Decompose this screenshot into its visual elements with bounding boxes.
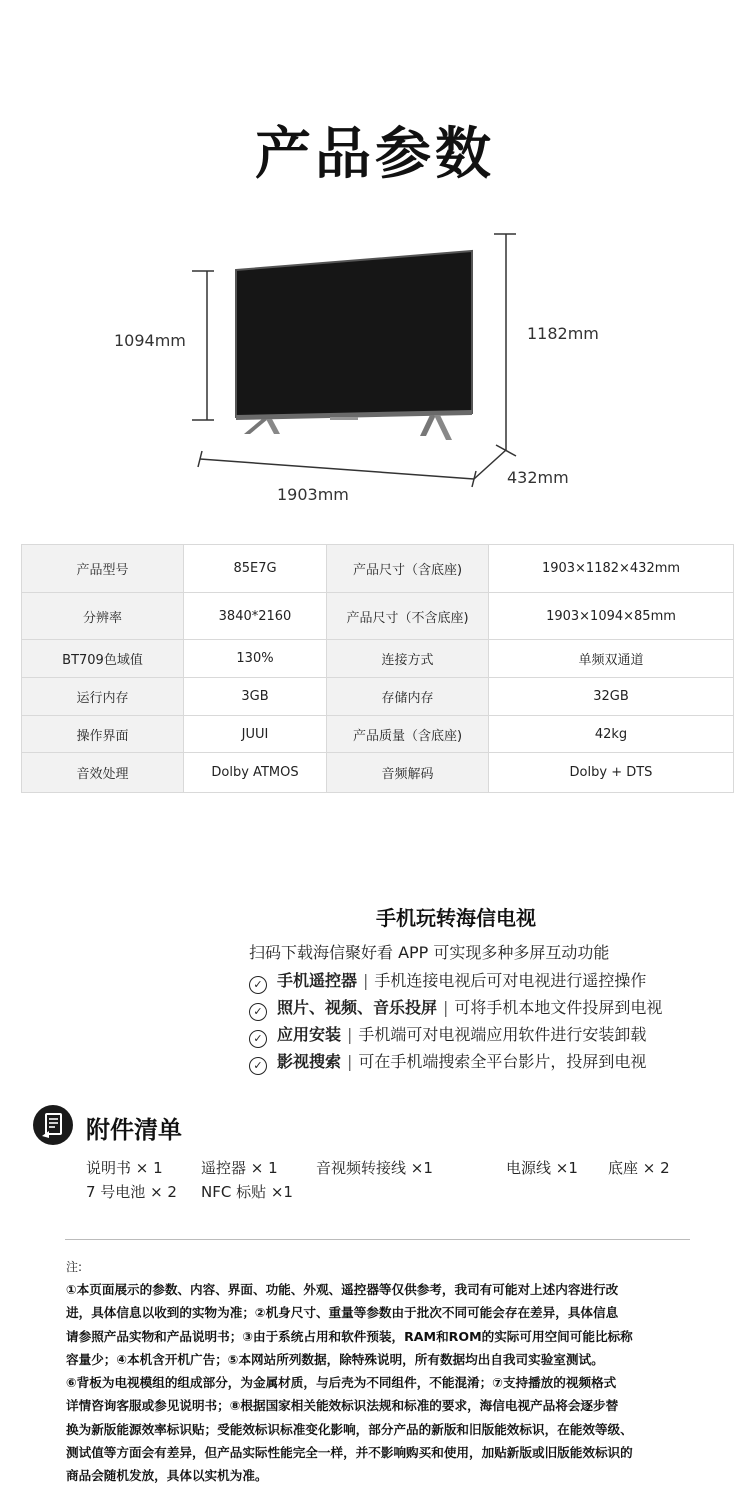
spec-value: Dolby ATMOS [184, 753, 327, 793]
tv-logo-bar [330, 417, 358, 420]
spec-key: 音效处理 [22, 753, 184, 793]
table-row [22, 640, 734, 678]
spec-value: 1903×1094×85mm [489, 593, 734, 640]
accessory-item: NFC 标贴 ×1 [201, 1183, 293, 1201]
section-divider [65, 1239, 690, 1240]
dim-height-with-base: 1182mm [527, 324, 599, 343]
tv-stand-left [244, 419, 268, 434]
feature-name: 照片、视频、音乐投屏 [277, 998, 438, 1017]
tv-stand-right [420, 415, 436, 436]
accessory-item: 遥控器 × 1 [201, 1159, 278, 1177]
spec-key: 音频解码 [327, 753, 489, 793]
spec-value: 32GB [489, 678, 734, 716]
document-list-icon [33, 1105, 73, 1145]
feature-name: 应用安装 [277, 1025, 342, 1044]
feature-item: ✓ 应用安装 | 手机端可对电视端应用软件进行安装卸载 [249, 1022, 646, 1048]
spec-key: 操作界面 [22, 716, 184, 753]
notes-line: ①本页面展示的参数、内容、界面、功能、外观、遥控器等仅供参考，我司有可能对上述内容进行改 [66, 1282, 619, 1297]
table-row [22, 678, 734, 716]
spec-table [21, 544, 734, 793]
feature-item: ✓ 影视搜索 | 可在手机端搜索全平台影片，投屏到电视 [249, 1049, 646, 1075]
feature-desc: 可将手机本地文件投屏到电视 [454, 998, 663, 1017]
notes-line: 详情咨询客服或参见说明书；⑧根据国家相关能效标识法规和标准的要求，海信电视产品将会逐步替 [66, 1398, 619, 1414]
phone-section-intro: 扫码下载海信聚好看 APP 可实现多种多屏互动功能 [249, 943, 610, 962]
accessories-title: 附件清单 [86, 1116, 182, 1144]
check-circle-icon: ✓ [249, 1003, 267, 1021]
feature-item: ✓ 手机遥控器 | 手机连接电视后可对电视进行遥控操作 [249, 968, 646, 994]
notes-line: ⑥背板为电视模组的组成部分，为金属材质，与后壳为不同组件，不能混淆；⑦支持播放的视频格式 [66, 1375, 617, 1391]
spec-value: 130% [184, 640, 327, 678]
spec-key: BT709色域值 [22, 640, 184, 678]
spec-key: 存储内存 [327, 678, 489, 716]
table-row [22, 716, 734, 753]
notes-line: 进，具体信息以收到的实物为准；②机身尺寸、重量等参数由于批次不同可能会存在差异，具体信息 [66, 1305, 619, 1321]
tv-screen [236, 251, 472, 417]
notes-line: 换为新版能源效率标识贴；受能效标识标准变化影响，部分产品的新版和旧版能效标识，在能效等级、 [66, 1421, 633, 1437]
feature-desc: 手机端可对电视端应用软件进行安装卸载 [358, 1025, 647, 1044]
notes-text [66, 1278, 698, 1488]
dim-width: 1903mm [277, 485, 349, 504]
accessory-item: 说明书 × 1 [86, 1159, 163, 1177]
notes-line: 容量少；④本机含开机广告；⑤本网站所列数据，除特殊说明，所有数据均出自我司实验室测试。 [66, 1351, 604, 1367]
spec-value: 单频双通道 [489, 640, 734, 678]
table-row [22, 753, 734, 793]
spec-key: 分辨率 [22, 593, 184, 640]
spec-key: 运行内存 [22, 678, 184, 716]
spec-value: Dolby + DTS [489, 753, 734, 793]
feature-item: ✓ 照片、视频、音乐投屏 | 可将手机本地文件投屏到电视 [249, 995, 662, 1021]
check-circle-icon: ✓ [249, 976, 267, 994]
dim-depth: 432mm [507, 468, 569, 487]
phone-section-title: 手机玩转海信电视 [376, 906, 536, 930]
spec-value: JUUI [184, 716, 327, 753]
tv-stand-right-b [434, 415, 452, 440]
page-title: 产品参数 [255, 122, 495, 187]
notes-line: 请参照产品实物和产品说明书；③由于系统占用和软件预装，RAM和ROM的实际可用空间可能比标称 [66, 1328, 633, 1344]
spec-value: 3GB [184, 678, 327, 716]
notes-line: 商品会随机发放，具体以实机为准。 [66, 1468, 268, 1484]
spec-key: 产品尺寸（不含底座) [327, 593, 489, 640]
feature-name: 手机遥控器 [277, 971, 358, 990]
tv-stand-left-b [266, 419, 280, 434]
table-row [22, 593, 734, 640]
accessory-item: 底座 × 2 [608, 1159, 670, 1177]
spec-value: 85E7G [184, 545, 327, 593]
spec-key: 连接方式 [327, 640, 489, 678]
feature-desc: 手机连接电视后可对电视进行遥控操作 [374, 971, 647, 990]
spec-value: 3840*2160 [184, 593, 327, 640]
table-row [22, 545, 734, 593]
tv-dimension-diagram [0, 220, 750, 520]
accessory-item: 音视频转接线 ×1 [316, 1159, 433, 1177]
accessory-item: 电源线 ×1 [506, 1159, 578, 1177]
spec-key: 产品型号 [22, 545, 184, 593]
accessory-item: 7 号电池 × 2 [86, 1183, 177, 1201]
spec-value: 1903×1182×432mm [489, 545, 734, 593]
notes-label: 注: [66, 1260, 83, 1274]
check-circle-icon: ✓ [249, 1030, 267, 1048]
check-circle-icon: ✓ [249, 1057, 267, 1075]
spec-key: 产品质量（含底座) [327, 716, 489, 753]
spec-value: 42kg [489, 716, 734, 753]
spec-key: 产品尺寸（含底座) [327, 545, 489, 593]
feature-name: 影视搜索 [277, 1052, 342, 1071]
notes-line: 测试值等方面会有差异，但产品实际性能完全一样，并不影响购买和使用，加贴新版或旧版能效标识的 [66, 1445, 633, 1461]
dim-height-no-base: 1094mm [114, 331, 186, 350]
feature-desc: 可在手机端搜索全平台影片，投屏到电视 [358, 1052, 647, 1071]
